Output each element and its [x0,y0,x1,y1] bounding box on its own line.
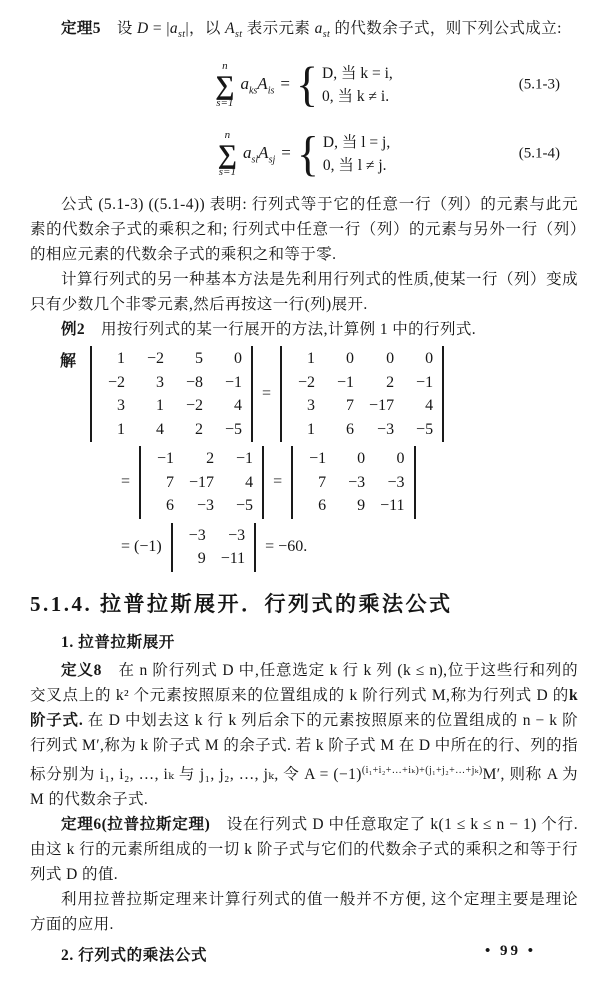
summation-symbol [215,61,234,109]
subsection-1-heading: 1. 拉普拉斯展开 [61,633,175,651]
definition8-paragraph [30,658,578,812]
matrix-cell: 1 [156,397,165,415]
matrix-cell: 1 [307,420,316,438]
matrix-cell: 2 [206,450,215,468]
var-a: a [243,142,252,162]
sigma-icon: ∑ [217,139,237,170]
sum-upper-limit: n [224,129,231,142]
factor-term: = (−1) [121,538,162,556]
section-heading-5-1-4: 5.1.4. 拉普拉斯展开．行列式的乘法公式 [30,591,453,616]
matrix-cell: 4 [234,397,243,415]
var-a2-subscript: st [322,29,331,41]
paragraph-formula-explanation: 公式 (5.1-3) ((5.1-4)) 表明: 行列式等于它的任意一行（列）的元素与此元素的代数余子式的乘积之和; 行列式中任意一行（列）的元素与另外一行（列）的相应元素的代数余子式的乘积之和等于零. [30,196,578,264]
matrix-cell: 6 [166,497,175,515]
matrix-cell: −17 [189,473,215,491]
matrix-cell: 6 [318,497,327,515]
matrix-cell: 0 [234,350,243,368]
matrix-cell: 4 [425,397,434,415]
page-number: • 99 • [484,943,536,959]
matrix-cell: −11 [380,497,405,515]
equals-sign: = [121,473,131,491]
paragraph-laplace-note: 利用拉普拉斯定理来计算行列式的值一般并不方便, 这个定理主要是理论方面的应用. [30,890,578,933]
definition8-bold-term: k 阶子式. [30,686,578,729]
equals-sign: = [273,473,283,491]
matrix-cell: 4 [245,473,254,491]
solution-row-2 [112,446,578,519]
matrix-cell: −2 [185,397,204,415]
var-A: A [257,73,268,93]
matrix-cell: −1 [416,373,434,391]
matrix-cell: −17 [369,397,395,415]
sum-upper-limit: n [222,60,228,73]
formula-5-1-4 [30,123,578,185]
paragraph-method: 计算行列式的另一种基本方法是先利用行列式的性质,使某一行（列）变成只有少数几个非零元素,然后再按这一行(列)展开. [30,271,578,314]
matrix-cell: 6 [346,420,355,438]
case-brace-icon: { [296,126,319,181]
theorem6-text: 设在行列式 D 中任意取定了 k(1 ≤ k ≤ n − 1) 个行. 由这 k 行的元素所组成的一切 k 阶子式与它们的代数余子式的乘积之和等于行列式 D 的值. [30,815,578,883]
solution-label: 解 [60,353,77,371]
matrix-cell: 1 [117,350,126,368]
var-a: a [240,73,249,93]
summation-symbol [218,130,237,178]
equals-sign: = [281,142,291,162]
matrix-cell: −2 [107,373,126,391]
equation-number: (5.1-3) [518,76,560,93]
case-brace-icon: { [295,57,319,112]
determinant-4x4-original [90,346,253,442]
theorem5-text-4: 表示元素 [242,20,315,37]
case-2: 0, 当 l ≠ j. [322,157,387,175]
case-2: 0, 当 k ≠ i. [322,88,390,106]
solution-row-1 [60,346,578,442]
matrix-cell: 0 [357,450,366,468]
matrix-cell: 0 [425,350,434,368]
sigma-icon: ∑ [215,70,235,101]
matrix-cell: −3 [348,473,366,491]
matrix-cell: 9 [357,497,366,515]
equals-sign: = [262,385,272,403]
matrix-cell: 3 [156,373,165,391]
matrix-cell: −1 [337,373,355,391]
var-a-subscript: st [177,29,186,41]
matrix-cell: 7 [318,473,327,491]
example2-paragraph [30,317,578,342]
theorem6-label: 定理6(拉普拉斯定理) [61,815,211,833]
definition8-text-3: M′, 则称 A 为 M 的代数余子式. [30,765,578,808]
matrix-cell: 0 [396,450,405,468]
theorem5-text-1: 设 [100,20,138,37]
matrix-cell: 2 [195,420,204,438]
var-a-subscript: sl [251,154,259,166]
theorem5-text-2: = | [148,20,170,37]
var-a2: a [314,20,323,37]
theorem5-text-3: |，以 [185,20,226,37]
case-list [323,131,390,177]
var-a: a [169,20,178,37]
matrix-cell: 4 [156,420,165,438]
matrix-cell: −2 [146,350,165,368]
var-A: A [225,20,235,37]
matrix-cell: −5 [224,420,243,438]
matrix-cell: 5 [195,350,204,368]
matrix-cell: −3 [188,526,206,544]
example2-label: 例2 [61,321,86,339]
matrix-cell: 3 [117,397,126,415]
var-A-subscript: sj [268,154,276,166]
matrix-cell: −11 [220,550,246,568]
matrix-cell: −1 [309,450,327,468]
matrix-cell: −3 [197,497,215,515]
matrix-cell: 2 [386,373,395,391]
solution-row-3 [112,523,578,572]
matrix-cell: 3 [307,397,316,415]
matrix-cell: −5 [416,420,434,438]
formula-expression [240,74,290,96]
matrix-cell: −8 [185,373,204,391]
equals-sign: = [280,73,290,93]
determinant-3x3-second [291,446,415,519]
matrix-cell: 7 [346,397,355,415]
matrix-cell: 0 [346,350,355,368]
determinant-2x2 [171,523,256,572]
matrix-cell: 7 [166,473,175,491]
definition8-text-2: 在 D 中划去这 k 行 k 列后余下的元素按照原来的位置组成的 n − k 阶行列式 M′,称为 k 阶子式 M 的余子式. 若 k 阶子式 M 在 D 中所在的行、列的指标分别为 i₁, i₂, …, iₖ 与 j₁, j₂, …, jₖ, 令 A = (−1) [30,711,578,783]
var-A-subscript: st [234,29,243,41]
case-1: D, 当 k = i, [322,65,393,83]
formula-5-1-3 [30,54,578,116]
matrix-cell: 1 [307,350,316,368]
formula-expression [243,143,291,165]
solution-block [30,346,578,572]
result-value: = −60. [265,538,308,556]
matrix-cell: −2 [298,373,316,391]
theorem5-paragraph [30,16,578,47]
determinant-3x3-first [139,446,264,519]
case-1: D, 当 l = j, [322,134,391,152]
sum-lower-limit: s=1 [216,97,234,110]
cofactor-sign-exponent: (i₁+i₂+…+iₖ)+(j₁+j₂+…+jₖ) [361,764,483,776]
matrix-cell: −3 [377,420,395,438]
matrix-cell: −3 [228,526,246,544]
matrix-cell: −3 [387,473,405,491]
var-A: A [258,142,269,162]
theorem5-text-5: 的代数余子式，则下列公式成立: [330,20,562,37]
matrix-cell: 0 [386,350,395,368]
matrix-cell: 1 [117,420,126,438]
matrix-cell: −5 [236,497,254,515]
subsection-2-heading: 2. 行列式的乘法公式 [61,946,208,964]
matrix-cell: −1 [157,450,175,468]
definition8-text-1: 在 n 阶行列式 D 中,任意选定 k 行 k 列 (k ≤ n),位于这些行和列的交叉点上的 k² 个元素按照原来的位置组成的 k 阶行列式 M,称为行列式 D 的 [30,661,578,704]
var-D: D [137,20,149,37]
var-a-subscript: ks [248,85,258,97]
matrix-cell: −1 [224,373,243,391]
case-list [322,62,393,108]
matrix-cell: 9 [197,550,206,568]
sum-lower-limit: s=1 [218,166,236,179]
definition8-label: 定义8 [61,661,102,679]
determinant-4x4-reduced [280,346,444,442]
theorem6-paragraph [30,812,578,887]
theorem5-label: 定理5 [61,20,101,37]
equation-number: (5.1-4) [518,145,560,162]
var-A-subscript: is [267,85,275,97]
matrix-cell: −1 [236,450,254,468]
example2-text: 用按行列式的某一行展开的方法,计算例 1 中的行列式. [85,321,477,339]
